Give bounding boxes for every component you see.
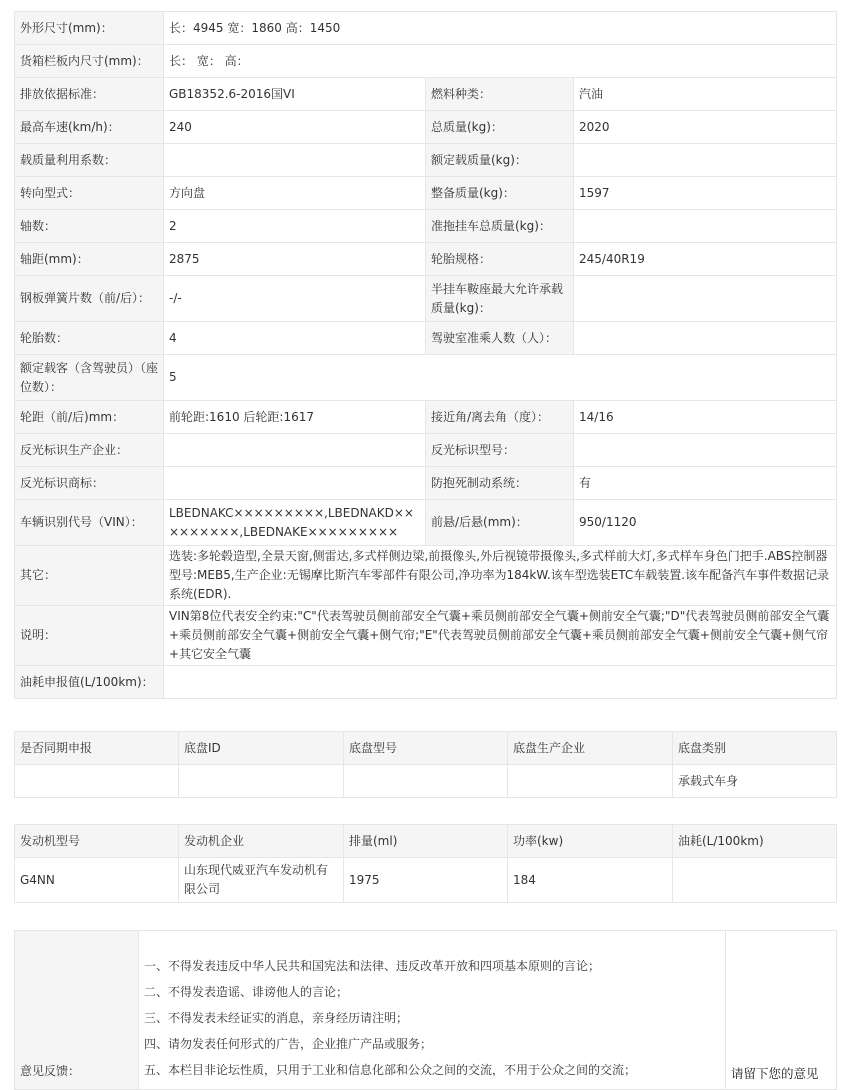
engine-cell: 184 [508,858,673,903]
spec-row-note [15,606,837,666]
reflector-model-value [574,434,837,467]
spec-row-cargo [15,45,837,78]
abs-label: 防抱死制动系统： [426,467,574,500]
reflector-model-label: 反光标识型号： [426,434,574,467]
seats-label: 额定载客（含驾驶员）（座位数）： [15,355,164,401]
spec-row-reflector-maker [15,434,837,467]
chassis-header-cell: 底盘类别 [673,732,837,765]
engine-cell: 山东现代威亚汽车发动机有限公司 [179,858,344,903]
engine-header-cell: 排量(ml) [344,825,508,858]
emission-standard-label: 排放依据标准： [15,78,164,111]
saddle-load-value [574,276,837,322]
seats-value: 5 [164,355,837,401]
spec-row-springs [15,276,837,322]
spec-row-wheelbase [15,243,837,276]
chassis-table [14,731,837,798]
curb-mass-label: 整备质量(kg)： [426,177,574,210]
chassis-header-cell: 底盘型号 [344,732,508,765]
approach-angle-label: 接近角/离去角（度）： [426,401,574,434]
tire-spec-value: 245/40R19 [574,243,837,276]
steering-value: 方向盘 [164,177,426,210]
spec-row-steering [15,177,837,210]
chassis-header-row [15,732,837,765]
reflector-maker-label: 反光标识生产企业： [15,434,164,467]
cargo-box-value: 长： 宽： 高： [164,45,837,78]
approach-angle-value: 14/16 [574,401,837,434]
other-label: 其它： [15,546,164,606]
abs-value: 有 [574,467,837,500]
chassis-header-cell: 底盘生产企业 [508,732,673,765]
feedback-prompt[interactable]: 请留下您的意见 [726,931,837,1090]
axles-value: 2 [164,210,426,243]
spec-row-dimensions [15,12,837,45]
trailer-mass-value [574,210,837,243]
spec-row-axles [15,210,837,243]
spec-row-emission [15,78,837,111]
track-value: 前轮距:1610 后轮距:1617 [164,401,426,434]
chassis-header-cell: 是否同期申报 [15,732,179,765]
top-speed-value: 240 [164,111,426,144]
feedback-row [15,931,837,1090]
steering-label: 转向型式： [15,177,164,210]
total-mass-value: 2020 [574,111,837,144]
engine-header-cell: 油耗(L/100km) [673,825,837,858]
overhang-value: 950/1120 [574,500,837,546]
vin-label: 车辆识别代号（VIN）： [15,500,164,546]
chassis-data-row [15,765,837,798]
leaf-spring-value: -/- [164,276,426,322]
rated-load-label: 额定载质量(kg)： [426,144,574,177]
chassis-cell [179,765,344,798]
wheelbase-label: 轴距(mm)： [15,243,164,276]
tires-count-value: 4 [164,322,426,355]
emission-standard-value: GB18352.6-2016国VI [164,78,426,111]
feedback-rules-list [144,931,720,1083]
feedback-table [14,930,837,1090]
dimensions-value: 长：4945 宽：1860 高：1450 [164,12,837,45]
reflector-brand-value [164,467,426,500]
feedback-rule-item: 二、不得发表造谣、诽谤他人的言论； [144,985,349,999]
fuel-type-label: 燃料种类： [426,78,574,111]
chassis-cell: 承载式车身 [673,765,837,798]
spec-row-load [15,144,837,177]
engine-header-cell: 发动机型号 [15,825,179,858]
feedback-rule-item: 五、本栏目非论坛性质，只用于工业和信息化部和公众之间的交流，不用于公众之间的交流； [144,1063,637,1077]
chassis-cell [15,765,179,798]
cab-passengers-value [574,322,837,355]
note-value: VIN第8位代表安全约束:"C"代表驾驶员侧前部安全气囊+乘员侧前部安全气囊+侧前安全气囊;"D"代表驾驶员侧前部安全气囊+乘员侧前部安全气囊+侧前安全气囊+侧气帘;"E"代表驾驶员侧前部安全气囊+乘员侧前部安全气囊+侧前安全气囊+侧气帘+其它安全气囊 [164,606,837,666]
engine-table [14,824,837,903]
chassis-header-cell: 底盘ID [179,732,344,765]
load-utilization-value [164,144,426,177]
fuel-type-value: 汽油 [574,78,837,111]
spec-row-tires [15,322,837,355]
fuel-consumption-label: 油耗申报值(L/100km)： [15,666,164,699]
other-value: 选装:多轮毂造型,全景天窗,侧雷达,多式样侧边梁,前摄像头,外后视镜带摄像头,多式样前大灯,多式样车身色门把手.ABS控制器型号:MEB5,生产企业:无锡摩比斯汽车零部件有限公司,净功率为184kW.该车型选装ETC车载装置.该车配备汽车事件数据记录系统(EDR). [164,546,837,606]
dimensions-label: 外形尺寸(mm)： [15,12,164,45]
total-mass-label: 总质量(kg)： [426,111,574,144]
curb-mass-value: 1597 [574,177,837,210]
axles-label: 轴数： [15,210,164,243]
spec-row-other [15,546,837,606]
feedback-rule-item: 一、不得发表违反中华人民共和国宪法和法律、违反改革开放和四项基本原则的言论； [144,959,601,973]
overhang-label: 前悬/后悬(mm)： [426,500,574,546]
track-label: 轮距（前/后)mm： [15,401,164,434]
reflector-brand-label: 反光标识商标： [15,467,164,500]
wheelbase-value: 2875 [164,243,426,276]
engine-cell: G4NN [15,858,179,903]
feedback-label: 意见反馈： [15,931,139,1090]
feedback-rule-item: 三、不得发表未经证实的消息，亲身经历请注明； [144,1011,409,1025]
feedback-rules [139,931,726,1090]
cab-passengers-label: 驾驶室准乘人数（人）： [426,322,574,355]
load-utilization-label: 载质量利用系数： [15,144,164,177]
feedback-rule-item: 四、请勿发表任何形式的广告，企业推广产品或服务； [144,1037,433,1051]
engine-header-cell: 发动机企业 [179,825,344,858]
note-label: 说明： [15,606,164,666]
engine-cell: 1975 [344,858,508,903]
cargo-box-label: 货箱栏板内尺寸(mm)： [15,45,164,78]
engine-header-cell: 功率(kw) [508,825,673,858]
vin-value: LBEDNAKC×××××××××,LBEDNAKD×××××××××,LBEDNAKE××××××××× [164,500,426,546]
engine-cell [673,858,837,903]
engine-header-row [15,825,837,858]
spec-row-reflector-brand [15,467,837,500]
spec-row-seats [15,355,837,401]
top-speed-label: 最高车速(km/h)： [15,111,164,144]
saddle-load-label: 半挂车鞍座最大允许承载质量(kg)： [426,276,574,322]
chassis-cell [344,765,508,798]
spec-row-track [15,401,837,434]
vehicle-spec-table [14,11,837,699]
tires-count-label: 轮胎数： [15,322,164,355]
trailer-mass-label: 准拖挂车总质量(kg)： [426,210,574,243]
fuel-consumption-value [164,666,837,699]
spec-row-fuel-consumption [15,666,837,699]
leaf-spring-label: 钢板弹簧片数（前/后）： [15,276,164,322]
rated-load-value [574,144,837,177]
engine-data-row [15,858,837,903]
tire-spec-label: 轮胎规格： [426,243,574,276]
reflector-maker-value [164,434,426,467]
spec-row-speed [15,111,837,144]
spec-row-vin [15,500,837,546]
chassis-cell [508,765,673,798]
